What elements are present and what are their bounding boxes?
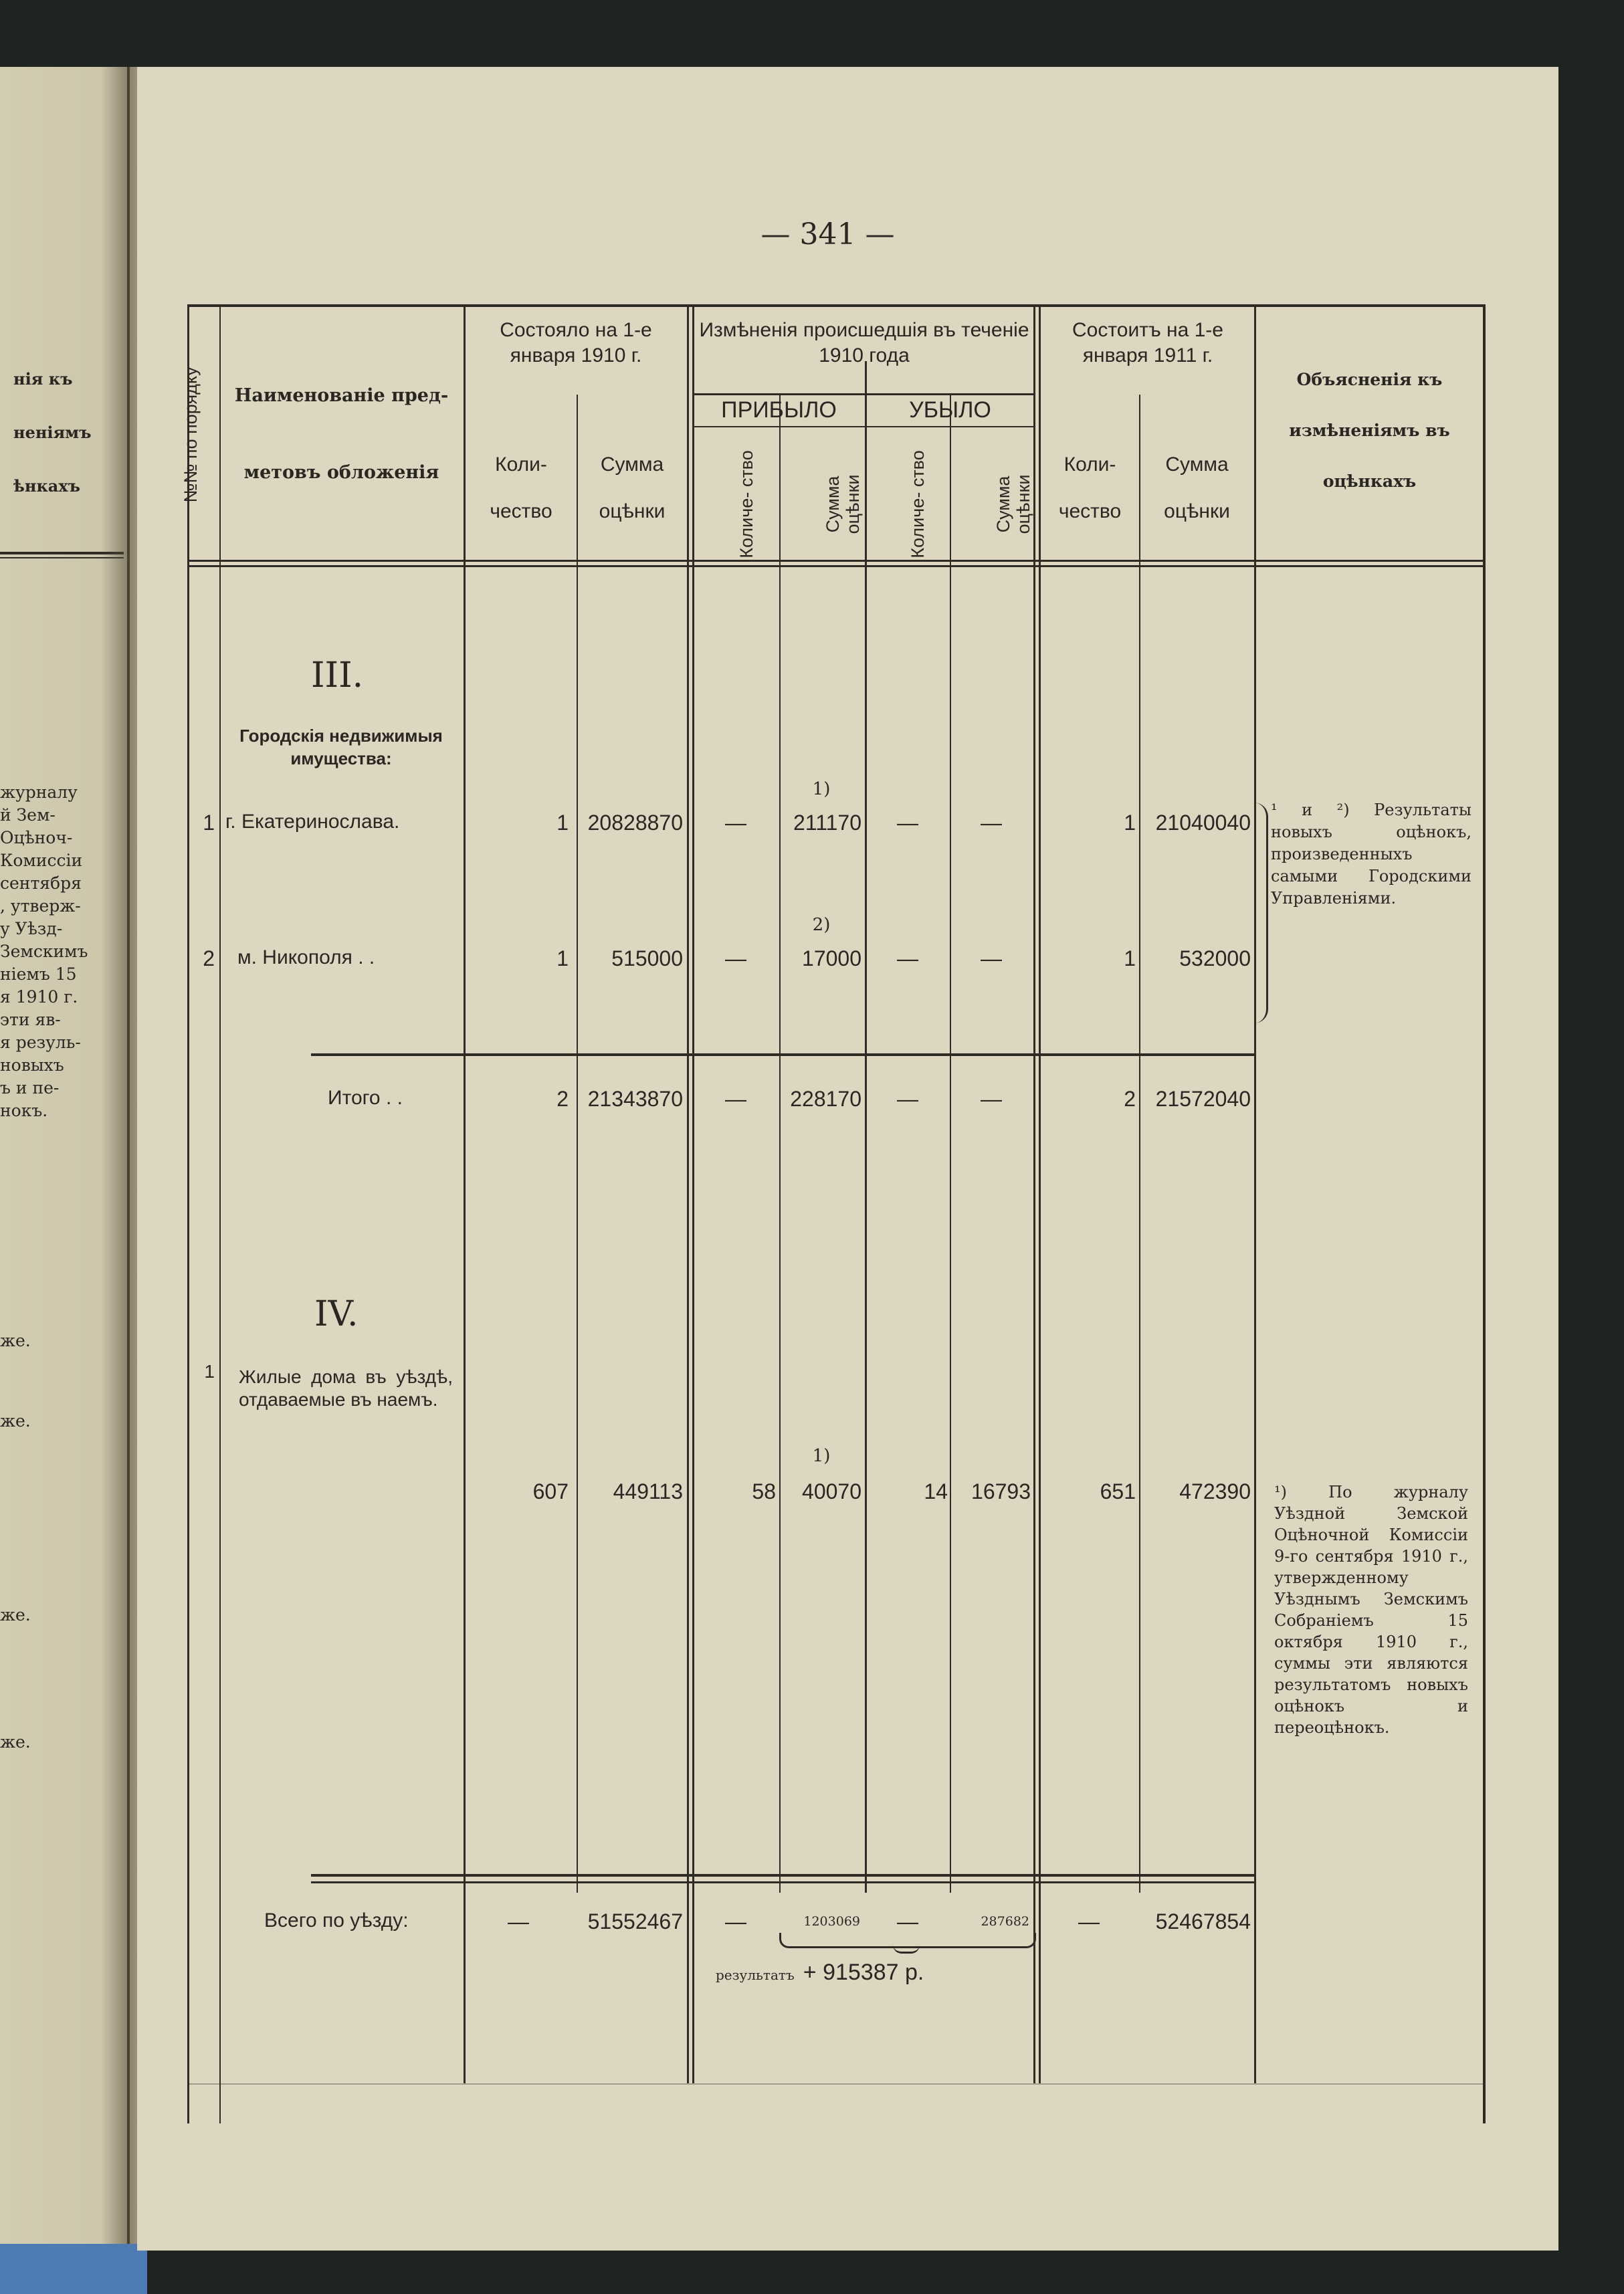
note-bracket [1254,803,1268,1023]
result-line [716,1960,924,1986]
header-bottom-rule [187,565,1485,567]
document-page: — 341 — №№ по порядку Наименованіе пред- метовъ обложенія Состояло на 1-е января 1910 г. Измѣненія происшедшія въ теченіе 1910 года Состоитъ на 1-е января 1911 г. Объясненія къ измѣненіямъ въ оцѣнкахъ ПРИБЫЛО УБЫЛО Коли- чество Сумма оцѣнки Коли- чество Сумма оцѣнки Количе- ство Сумма оцѣнки Количе- ство Сумма оцѣнки III. Городскія недвижимыя имущества: 1 г. Екатеринослава. 1 20828870 — 1) 211170 — — 1 21040040 2 м. Никополя . . 1 515000 — 2) 17000 — — 1 532000 ¹ и ²) Результаты новыхъ оцѣнокъ, произведенныхъ самыми Городскими Управленіями. Итого . . 2 21343870 — 228170 — — 2 21572040 IV. 1 Жилые дома въ уѣздѣ, отдаваемые въ наемъ. 607 449113 58 1) 40070 14 16793 651 472390 ¹) По журналу Уѣздной Земской Оцѣночной Комиссіи 9-го сентября 1910 г., утвержденному Уѣзднымъ Земскимъ Собраніемъ 15 октября 1910 г., суммы эти являются результатомъ новыхъ оцѣнокъ и переоцѣнокъ. Всего по уѣзду: — 51552467 — 1203069 — 287682 — 52467854 результатъ + 915387 р. [137,67,1558,2251]
left-side-word: же. [0,1732,31,1752]
header-arrived: ПРИБЫЛО [721,397,837,423]
header-row-number: №№ по порядку [181,367,201,503]
background-strip [0,2244,147,2294]
left-facing-page: нія къ неніямъ ѣнкахъ журналу й Зем- Оцѣноч- Комиссіи сентября , утверж- у Уѣзд- Земскимъ ніемъ 15 я 1910 г. эти яв- я резуль- новыхъ ъ и пе- нокъ. же. же. же. же. [0,67,137,2247]
header-explanations: Объясненія къ измѣненіямъ въ оцѣнкахъ [1289,370,1450,491]
total-rule [311,1874,1254,1877]
result-value: + 915387 р. [803,1960,924,1985]
result-label: результатъ [716,1967,795,1983]
col-divider [577,395,578,1893]
left-header-line: неніямъ [13,423,92,442]
table-left-border [187,304,189,2123]
left-side-word: же. [0,1411,31,1431]
col-divider [865,361,867,1893]
left-side-word: же. [0,1331,31,1350]
subheader-rule [692,393,1033,395]
total-rule [311,1881,1254,1883]
col-divider [1033,304,1035,2083]
page-number: — 341 — [760,217,895,251]
table-top-rule [187,304,1485,307]
col-divider [1139,395,1140,1893]
header-quantity-1911: Коли- чество [1058,453,1122,522]
header-item-name-line2: метовъ обложенія [243,462,439,483]
header-departed: УБЫЛО [909,397,991,423]
section-roman-iv: IV. [314,1294,359,1334]
left-header-line: ѣнкахъ [13,476,81,496]
header-departed-quantity: Количе- ство [908,450,928,558]
col-divider [687,304,689,2083]
subtotal-rule [311,1053,1254,1056]
header-sum: Сумма оцѣнки [599,453,666,522]
col-divider [219,304,221,2123]
col-divider [950,395,951,1893]
header-changes-1910: Измѣненія происшедшія въ теченіе 1910 года [699,319,1029,367]
result-brace-tip [893,1945,920,1954]
col-divider [1254,304,1256,2083]
col-divider [464,304,466,2083]
header-arrived-quantity: Количе- ство [736,450,756,558]
header-item-name-line1: Наименованіе пред- [234,385,449,406]
header-quantity: Коли- чество [490,453,552,522]
explanation-note-houses: ¹) По журналу Уѣздной Земской Оцѣночной Комиссіи 9-го сентября 1910 г., утвержденному Уѣзднымъ Земскимъ Собраніемъ 15 октября 1910 г., суммы эти являются результатомъ новыхъ оцѣнокъ и переоцѣнокъ. [1274,1483,1468,1737]
header-departed-sum: Сумма оцѣнки [993,474,1033,534]
explanation-note-urban: ¹ и ²) Результаты новыхъ оцѣнокъ, произведенныхъ самыми Городскими Управленіями. [1271,801,1471,908]
left-side-word: же. [0,1605,31,1625]
header-state-1910: Состояло на 1-е января 1910 г. [500,319,652,367]
col-divider [779,395,781,1893]
subheader-rule [692,426,1033,427]
left-header-line: нія къ [13,369,73,389]
col-divider [1039,304,1041,2083]
table-right-border [1483,304,1486,2123]
table-bottom-rule [187,2083,1485,2085]
header-state-1911: Состоитъ на 1-е января 1911 г. [1072,319,1223,367]
col-divider [692,304,694,2083]
section-roman-iii: III. [311,655,364,696]
header-arrived-sum: Сумма оцѣнки [823,474,863,534]
section-title-urban: Городскія недвижимыя имущества: [239,726,443,768]
header-sum-1911: Сумма оцѣнки [1164,453,1230,522]
